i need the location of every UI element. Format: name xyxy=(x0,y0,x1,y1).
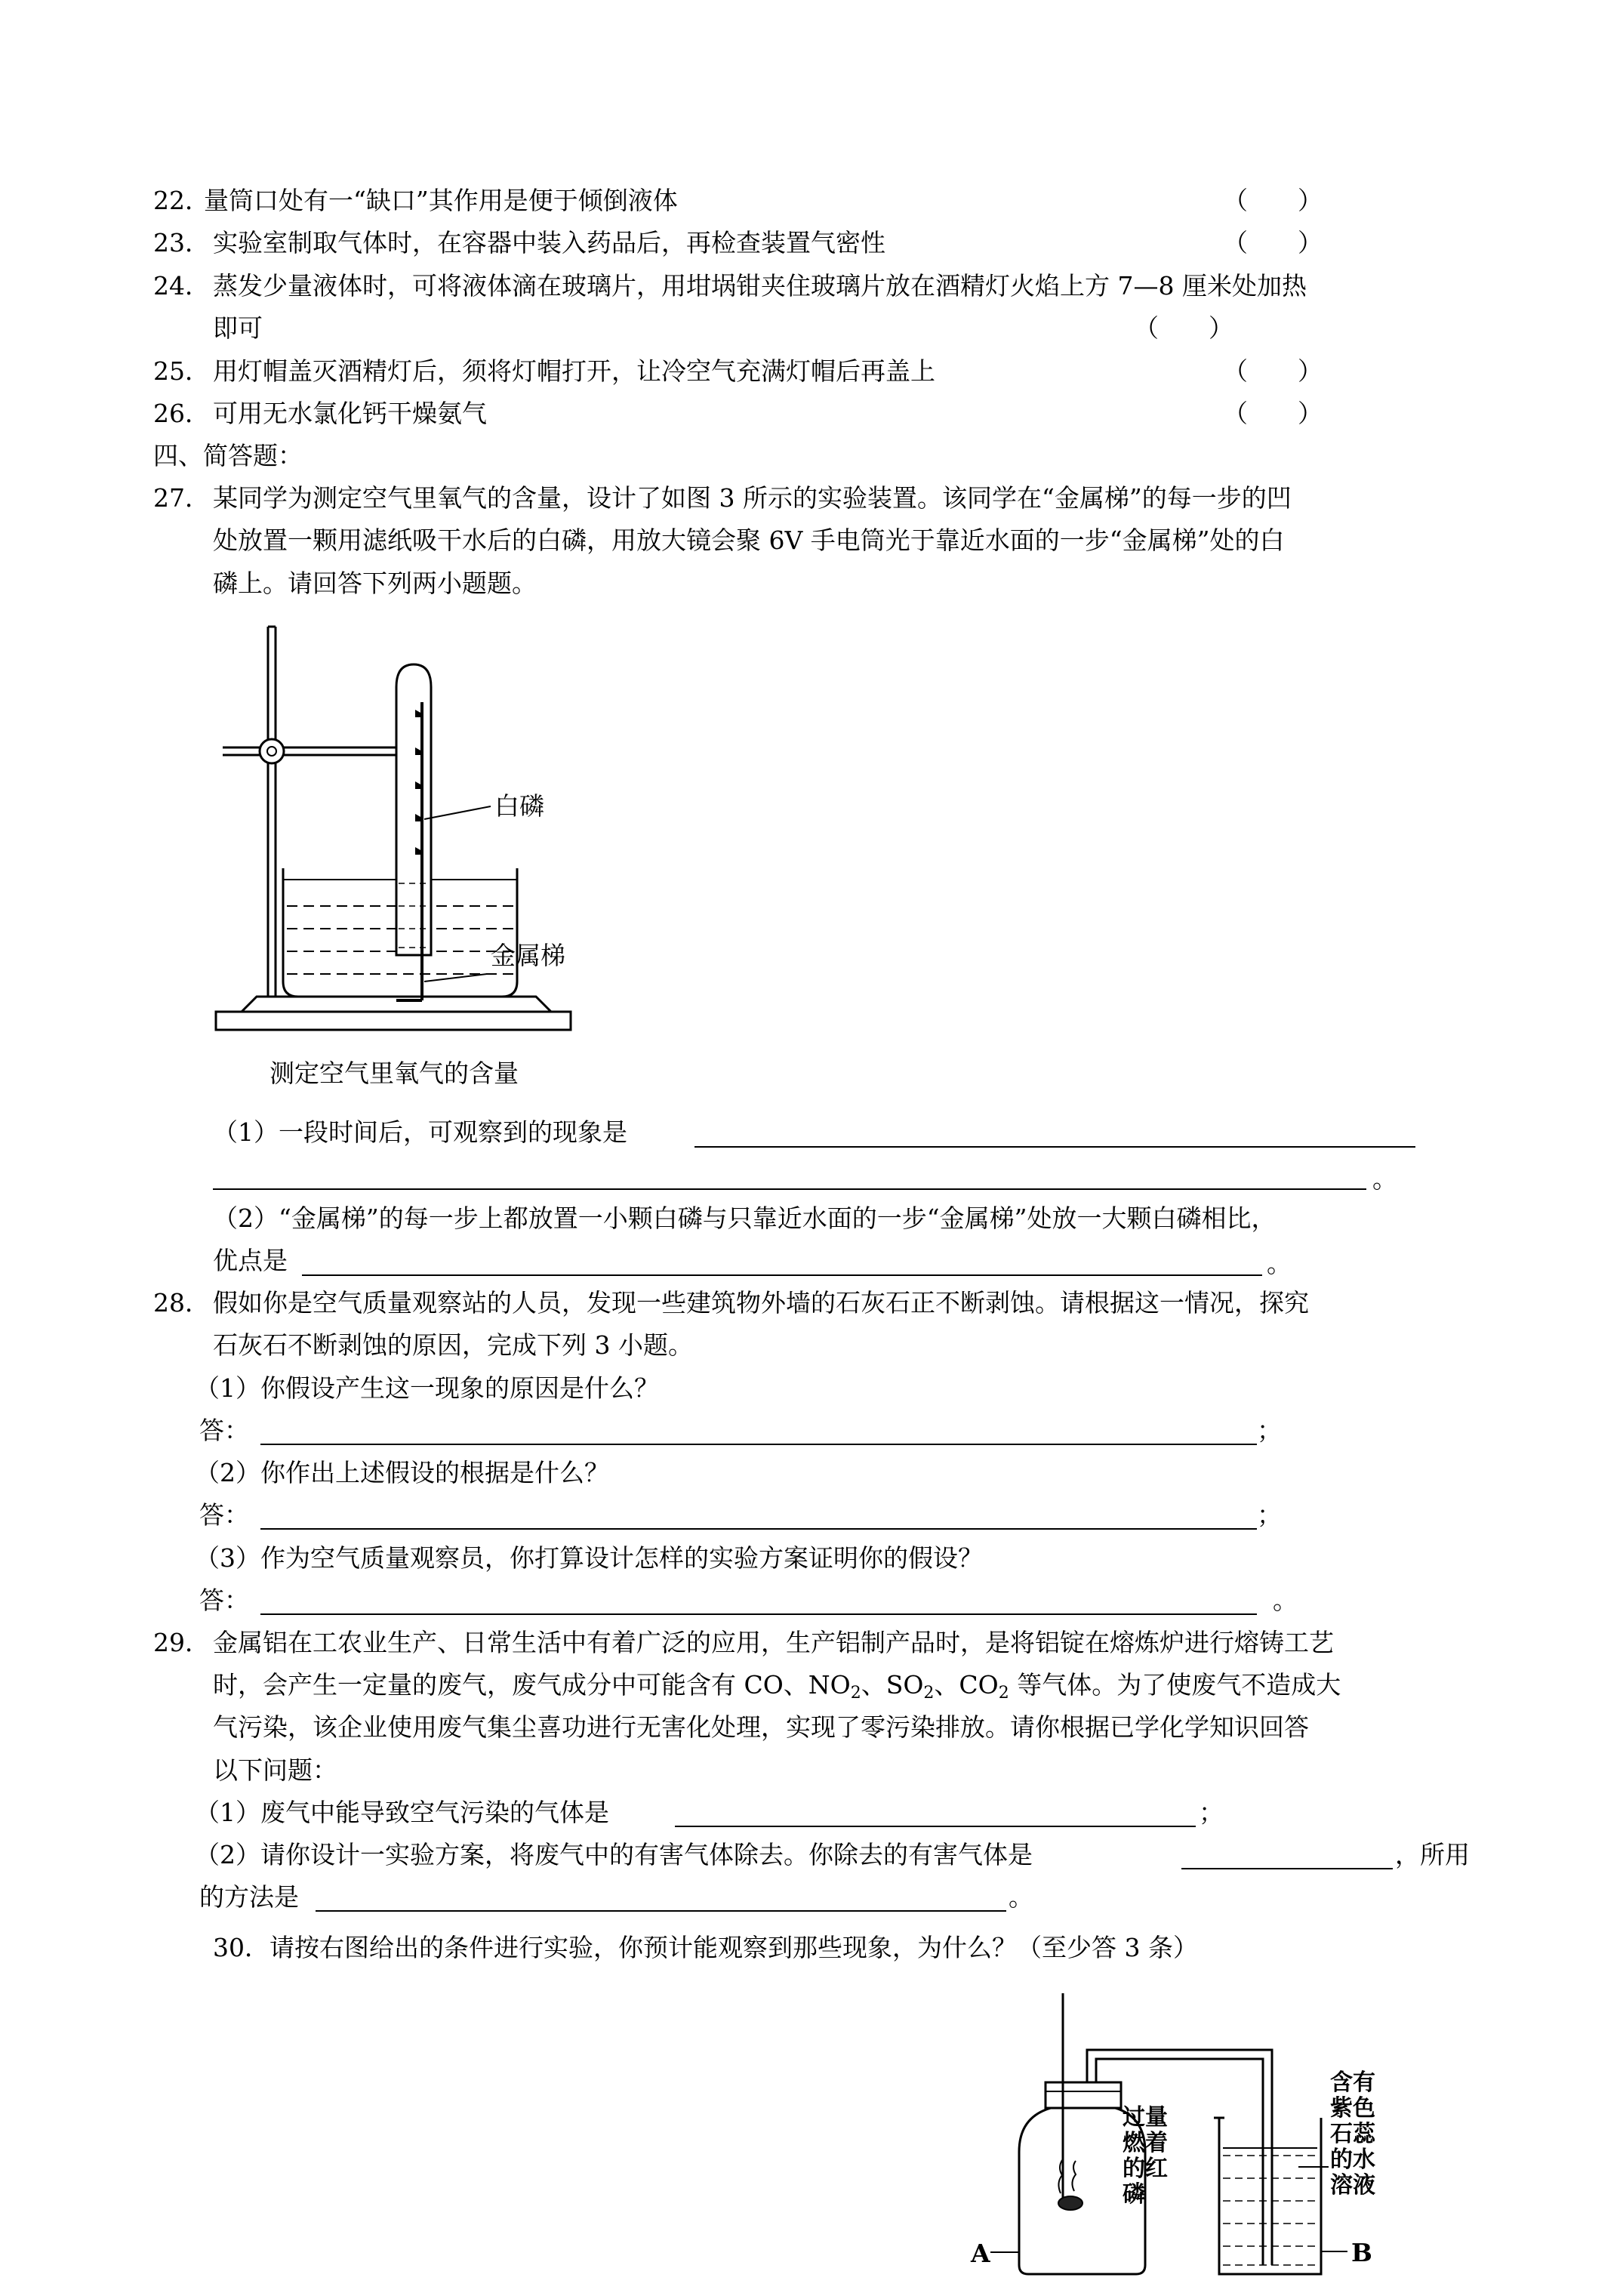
question-text: ，所用 xyxy=(1395,1840,1470,1869)
label-metal-ladder: 金属梯 xyxy=(491,941,565,970)
question-text: 磷上。请回答下列两小题题。 xyxy=(213,569,537,598)
question-text: 以下问题： xyxy=(213,1755,337,1785)
label-litmus-solution: 含有 紫色 石蕊 的水 溶液 xyxy=(1330,2069,1375,2199)
label-red-phosphorus: 过量 燃着 的红 磷 xyxy=(1123,2104,1168,2208)
subquestion-2: （2）你作出上述假设的根据是什么？ xyxy=(195,1458,609,1487)
question-number: 26． xyxy=(153,399,210,428)
section-heading: 四、简答题： xyxy=(153,441,303,470)
answer-blank[interactable] xyxy=(302,1274,1262,1276)
subquestion-1: （1）废气中能导致空气污染的气体是 xyxy=(195,1798,609,1827)
period-mark: 。 xyxy=(1009,1882,1033,1912)
period-mark: 。 xyxy=(1273,1586,1298,1615)
subquestion-1: （1）你假设产生这一现象的原因是什么？ xyxy=(195,1373,659,1403)
red-phosphorus-spoon xyxy=(1058,2196,1083,2210)
subquestion-2: （2）“金属梯”的每一步上都放置一小颗白磷与只靠近水面的一步“金属梯”处放一大颗白磷相比， xyxy=(213,1203,1277,1233)
question-text: 时，会产生一定量的废气，废气成分中可能含有 CO、$NO_2$、$SO_2$、$CO_2$ 等气体。为了使废气不造成大 xyxy=(213,1670,1341,1703)
label-white-phosphorus: 白磷 xyxy=(494,791,544,821)
question-text: 用灯帽盖灭酒精灯后，须将灯帽打开，让冷空气充满灯帽后再盖上 xyxy=(213,356,935,386)
question-text: 气污染，该企业使用废气集尘喜功进行无害化处理，实现了零污染排放。请你根据已学化学知识回答 xyxy=(213,1712,1309,1742)
question-text: 假如你是空气质量观察站的人员，发现一些建筑物外墙的石灰石正不断剥蚀。请根据这一情况，探究 xyxy=(213,1288,1309,1318)
question-text: 石灰石不断剥蚀的原因，完成下列 3 小题。 xyxy=(213,1330,693,1360)
label-a: A xyxy=(971,2239,990,2268)
answer-parentheses[interactable]: （ ） xyxy=(1223,186,1323,215)
question-number: 25． xyxy=(153,356,210,386)
question-text: 可用无水氯化钙干燥氨气 xyxy=(213,399,487,428)
subquestion-2: （2）请你设计一实验方案，将废气中的有害气体除去。你除去的有害气体是 xyxy=(195,1840,1033,1869)
label-b: B xyxy=(1351,2238,1372,2267)
period-mark: 。 xyxy=(1372,1164,1397,1194)
question-text: 处放置一颗用滤纸吸干水后的白磷，用放大镜会聚 6V 手电筒光于靠近水面的一步“金属梯”处的白 xyxy=(213,525,1285,555)
answer-blank[interactable] xyxy=(316,1910,1006,1912)
subquestion-2-continued: 优点是 xyxy=(213,1246,288,1275)
semicolon-mark: ； xyxy=(1257,1500,1282,1530)
question-number: 28． xyxy=(153,1288,210,1318)
question-text-continued: 即可 xyxy=(213,313,263,343)
answer-blank[interactable] xyxy=(694,1146,1415,1148)
stand-base xyxy=(216,1012,571,1030)
answer-blank[interactable] xyxy=(675,1826,1196,1827)
subquestion-1: （1）一段时间后，可观察到的现象是 xyxy=(213,1117,627,1147)
answer-blank[interactable] xyxy=(213,1188,1366,1190)
semicolon-mark: ； xyxy=(1199,1798,1224,1827)
period-mark: 。 xyxy=(1267,1249,1292,1278)
answer-parentheses[interactable]: （ ） xyxy=(1223,228,1323,257)
answer-label: 答： xyxy=(199,1416,249,1445)
question-text: 金属铝在工农业生产、日常生活中有着广泛的应用，生产铝制产品时，是将铝锭在熔炼炉进行熔铸工艺 xyxy=(213,1628,1334,1657)
answer-parentheses[interactable]: （ ） xyxy=(1223,356,1323,386)
question-number: 27． xyxy=(153,483,210,513)
question-number: 29． xyxy=(153,1628,210,1657)
answer-blank[interactable] xyxy=(1181,1868,1393,1869)
answer-label: 答： xyxy=(199,1500,249,1530)
clamp-knob xyxy=(260,739,284,763)
semicolon-mark: ； xyxy=(1257,1416,1282,1445)
question-number: 24． xyxy=(153,271,210,300)
question-text: 蒸发少量液体时，可将液体滴在玻璃片，用坩埚钳夹住玻璃片放在酒精灯火焰上方 7—8 厘米处加热 xyxy=(213,271,1307,300)
subquestion-2-continued: 的方法是 xyxy=(199,1882,299,1912)
jar-stopper xyxy=(1046,2082,1121,2108)
answer-blank[interactable] xyxy=(260,1528,1257,1530)
question-text: 某同学为测定空气里氧气的含量，设计了如图 3 所示的实验装置。该同学在“金属梯”的每一步的凹 xyxy=(213,483,1292,513)
question-number: 23． xyxy=(153,228,210,257)
question-text: 实验室制取气体时，在容器中装入药品后，再检查装置气密性 xyxy=(213,228,885,257)
answer-blank[interactable] xyxy=(260,1613,1257,1615)
answer-blank[interactable] xyxy=(260,1444,1257,1445)
figure-caption: 测定空气里氧气的含量 xyxy=(269,1059,519,1088)
answer-parentheses[interactable]: （ ） xyxy=(1134,313,1233,343)
answer-parentheses[interactable]: （ ） xyxy=(1223,399,1323,428)
question-text: 量筒口处有一“缺口”其作用是便于倾倒液体 xyxy=(204,186,678,215)
test-tube xyxy=(396,664,431,955)
question-number: 22． xyxy=(153,186,210,215)
subquestion-3: （3）作为空气质量观察员，你打算设计怎样的实验方案证明你的假设？ xyxy=(195,1543,983,1573)
answer-label: 答： xyxy=(199,1586,249,1615)
oxygen-apparatus-figure xyxy=(211,619,589,1049)
beaker xyxy=(1219,2118,1321,2274)
question-text: 30．请按右图给出的条件进行实验，你预计能观察到那些现象，为什么？（至少答 3 条） xyxy=(213,1933,1198,1962)
